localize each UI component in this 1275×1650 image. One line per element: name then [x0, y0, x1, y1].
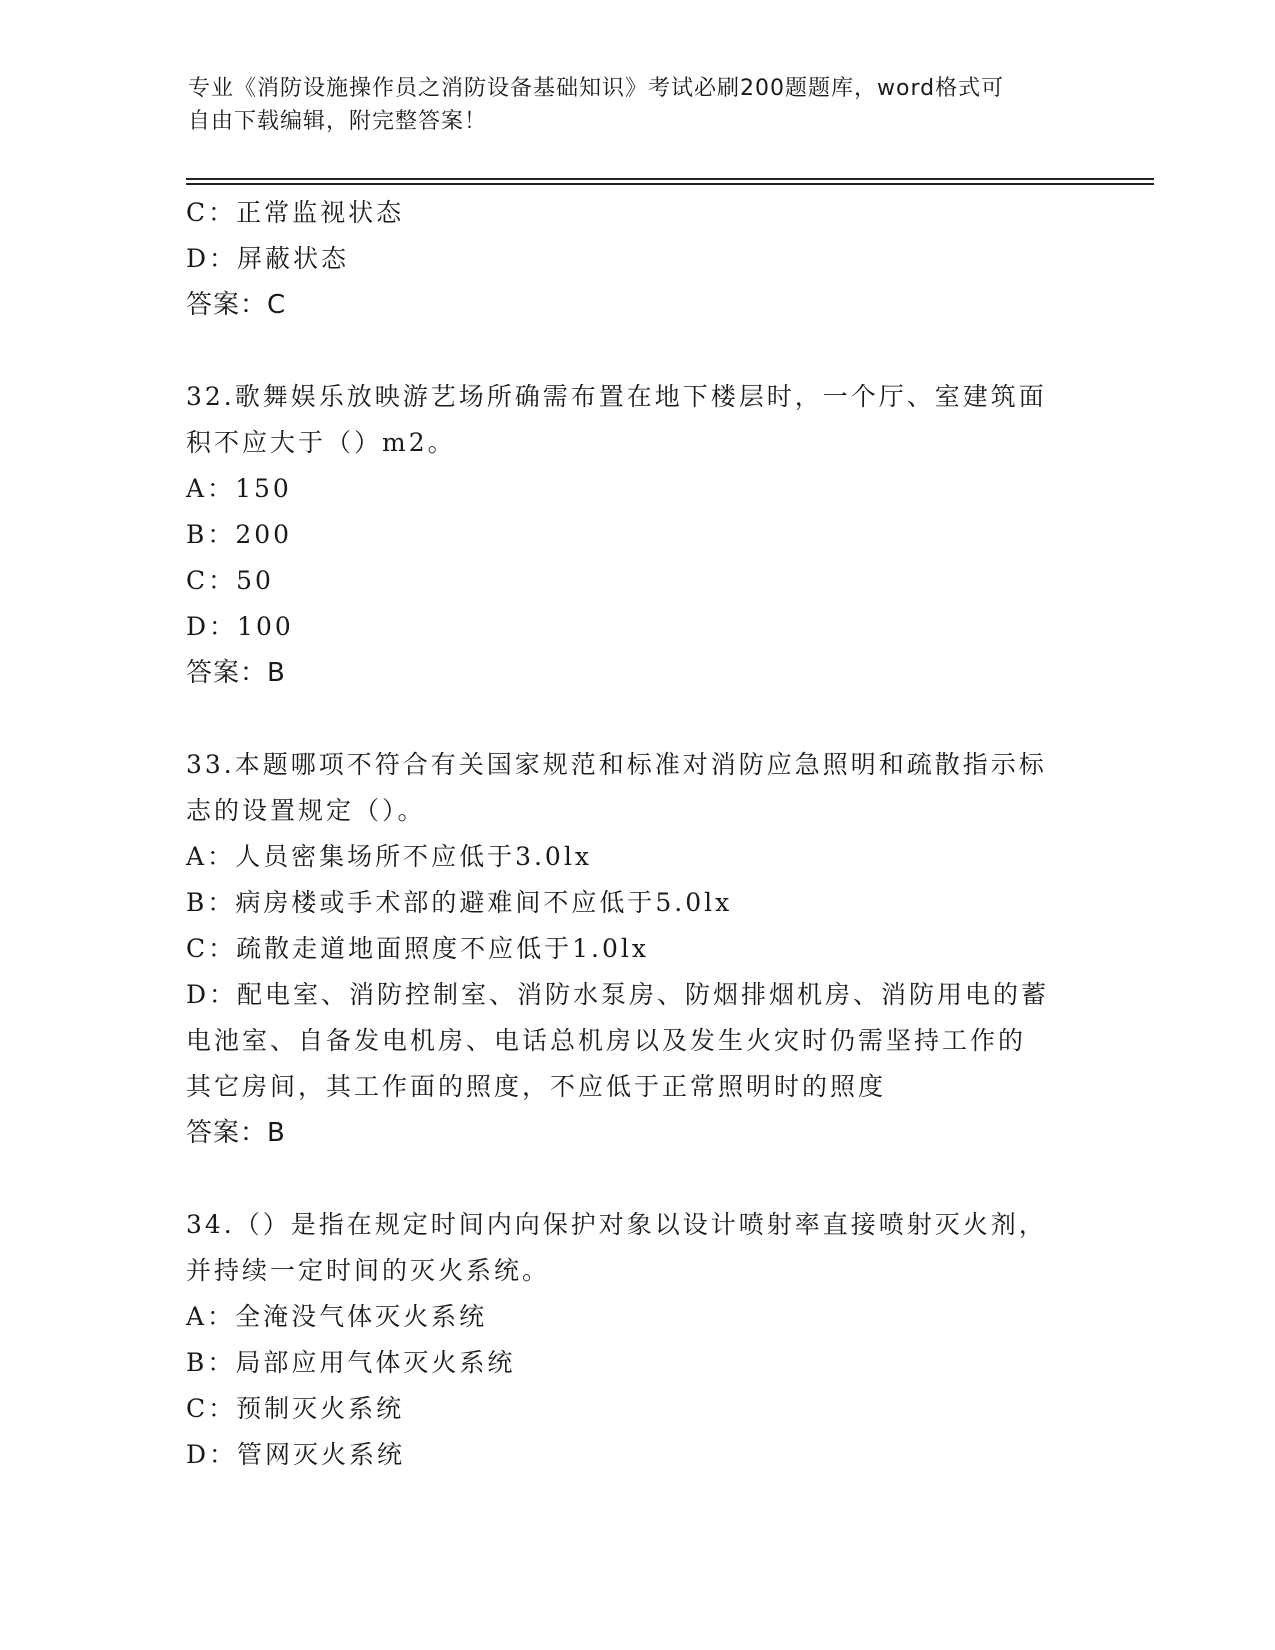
option-c: C：正常监视状态	[186, 198, 405, 227]
option-b: B：200	[186, 520, 293, 549]
question-33-stem-line-1: 33.本题哪项不符合有关国家规范和标准对消防应急照明和疏散指示标	[186, 750, 1047, 779]
question-32	[186, 374, 1086, 696]
question-34-stem-line-1: 34.（）是指在规定时间内向保护对象以设计喷射率直接喷射灭火剂，	[186, 1210, 1047, 1239]
question-list	[186, 190, 1086, 1478]
question-31-tail	[186, 190, 1086, 328]
option-d: D：屏蔽状态	[186, 244, 350, 273]
question-32-stem-line-1: 32.歌舞娱乐放映游艺场所确需布置在地下楼层时，一个厅、室建筑面	[186, 382, 1047, 411]
question-33	[186, 742, 1086, 1156]
option-b: B：局部应用气体灭火系统	[186, 1348, 516, 1377]
question-34	[186, 1202, 1086, 1478]
option-c: C：50	[186, 566, 274, 595]
header-line-2: 自由下载编辑，附完整答案！	[188, 109, 488, 134]
question-32-stem-line-2: 积不应大于（）m2。	[186, 428, 456, 457]
question-34-stem-line-2: 并持续一定时间的灭火系统。	[186, 1256, 551, 1285]
document-header	[188, 72, 1088, 138]
option-a: A：全淹没气体灭火系统	[186, 1302, 488, 1331]
option-c: C：预制灭火系统	[186, 1394, 405, 1423]
option-a: A：150	[186, 474, 292, 503]
option-b: B：病房楼或手术部的避难间不应低于5.0lx	[186, 888, 733, 917]
header-line-1: 专业《消防设施操作员之消防设备基础知识》考试必刷200题题库，word格式可	[188, 76, 1005, 101]
option-d-continued: 电池室、自备发电机房、电话总机房以及发生火灾时仍需坚持工作的	[186, 1026, 1027, 1055]
answer-31: 答案：C	[186, 290, 287, 320]
question-33-stem-line-2: 志的设置规定（）。	[186, 796, 426, 825]
option-d: D：100	[186, 612, 294, 641]
option-d: D：配电室、消防控制室、消防水泵房、防烟排烟机房、消防用电的蓄	[186, 980, 1050, 1009]
header-divider-bottom	[186, 183, 1154, 185]
option-c: C：疏散走道地面照度不应低于1.0lx	[186, 934, 649, 963]
option-d-continued: 其它房间，其工作面的照度，不应低于正常照明时的照度	[186, 1072, 887, 1101]
option-d: D：管网灭火系统	[186, 1440, 406, 1469]
answer-32: 答案：B	[186, 658, 286, 688]
answer-33: 答案：B	[186, 1118, 286, 1148]
option-a: A：人员密集场所不应低于3.0lx	[186, 842, 592, 871]
header-divider-top	[186, 178, 1154, 180]
